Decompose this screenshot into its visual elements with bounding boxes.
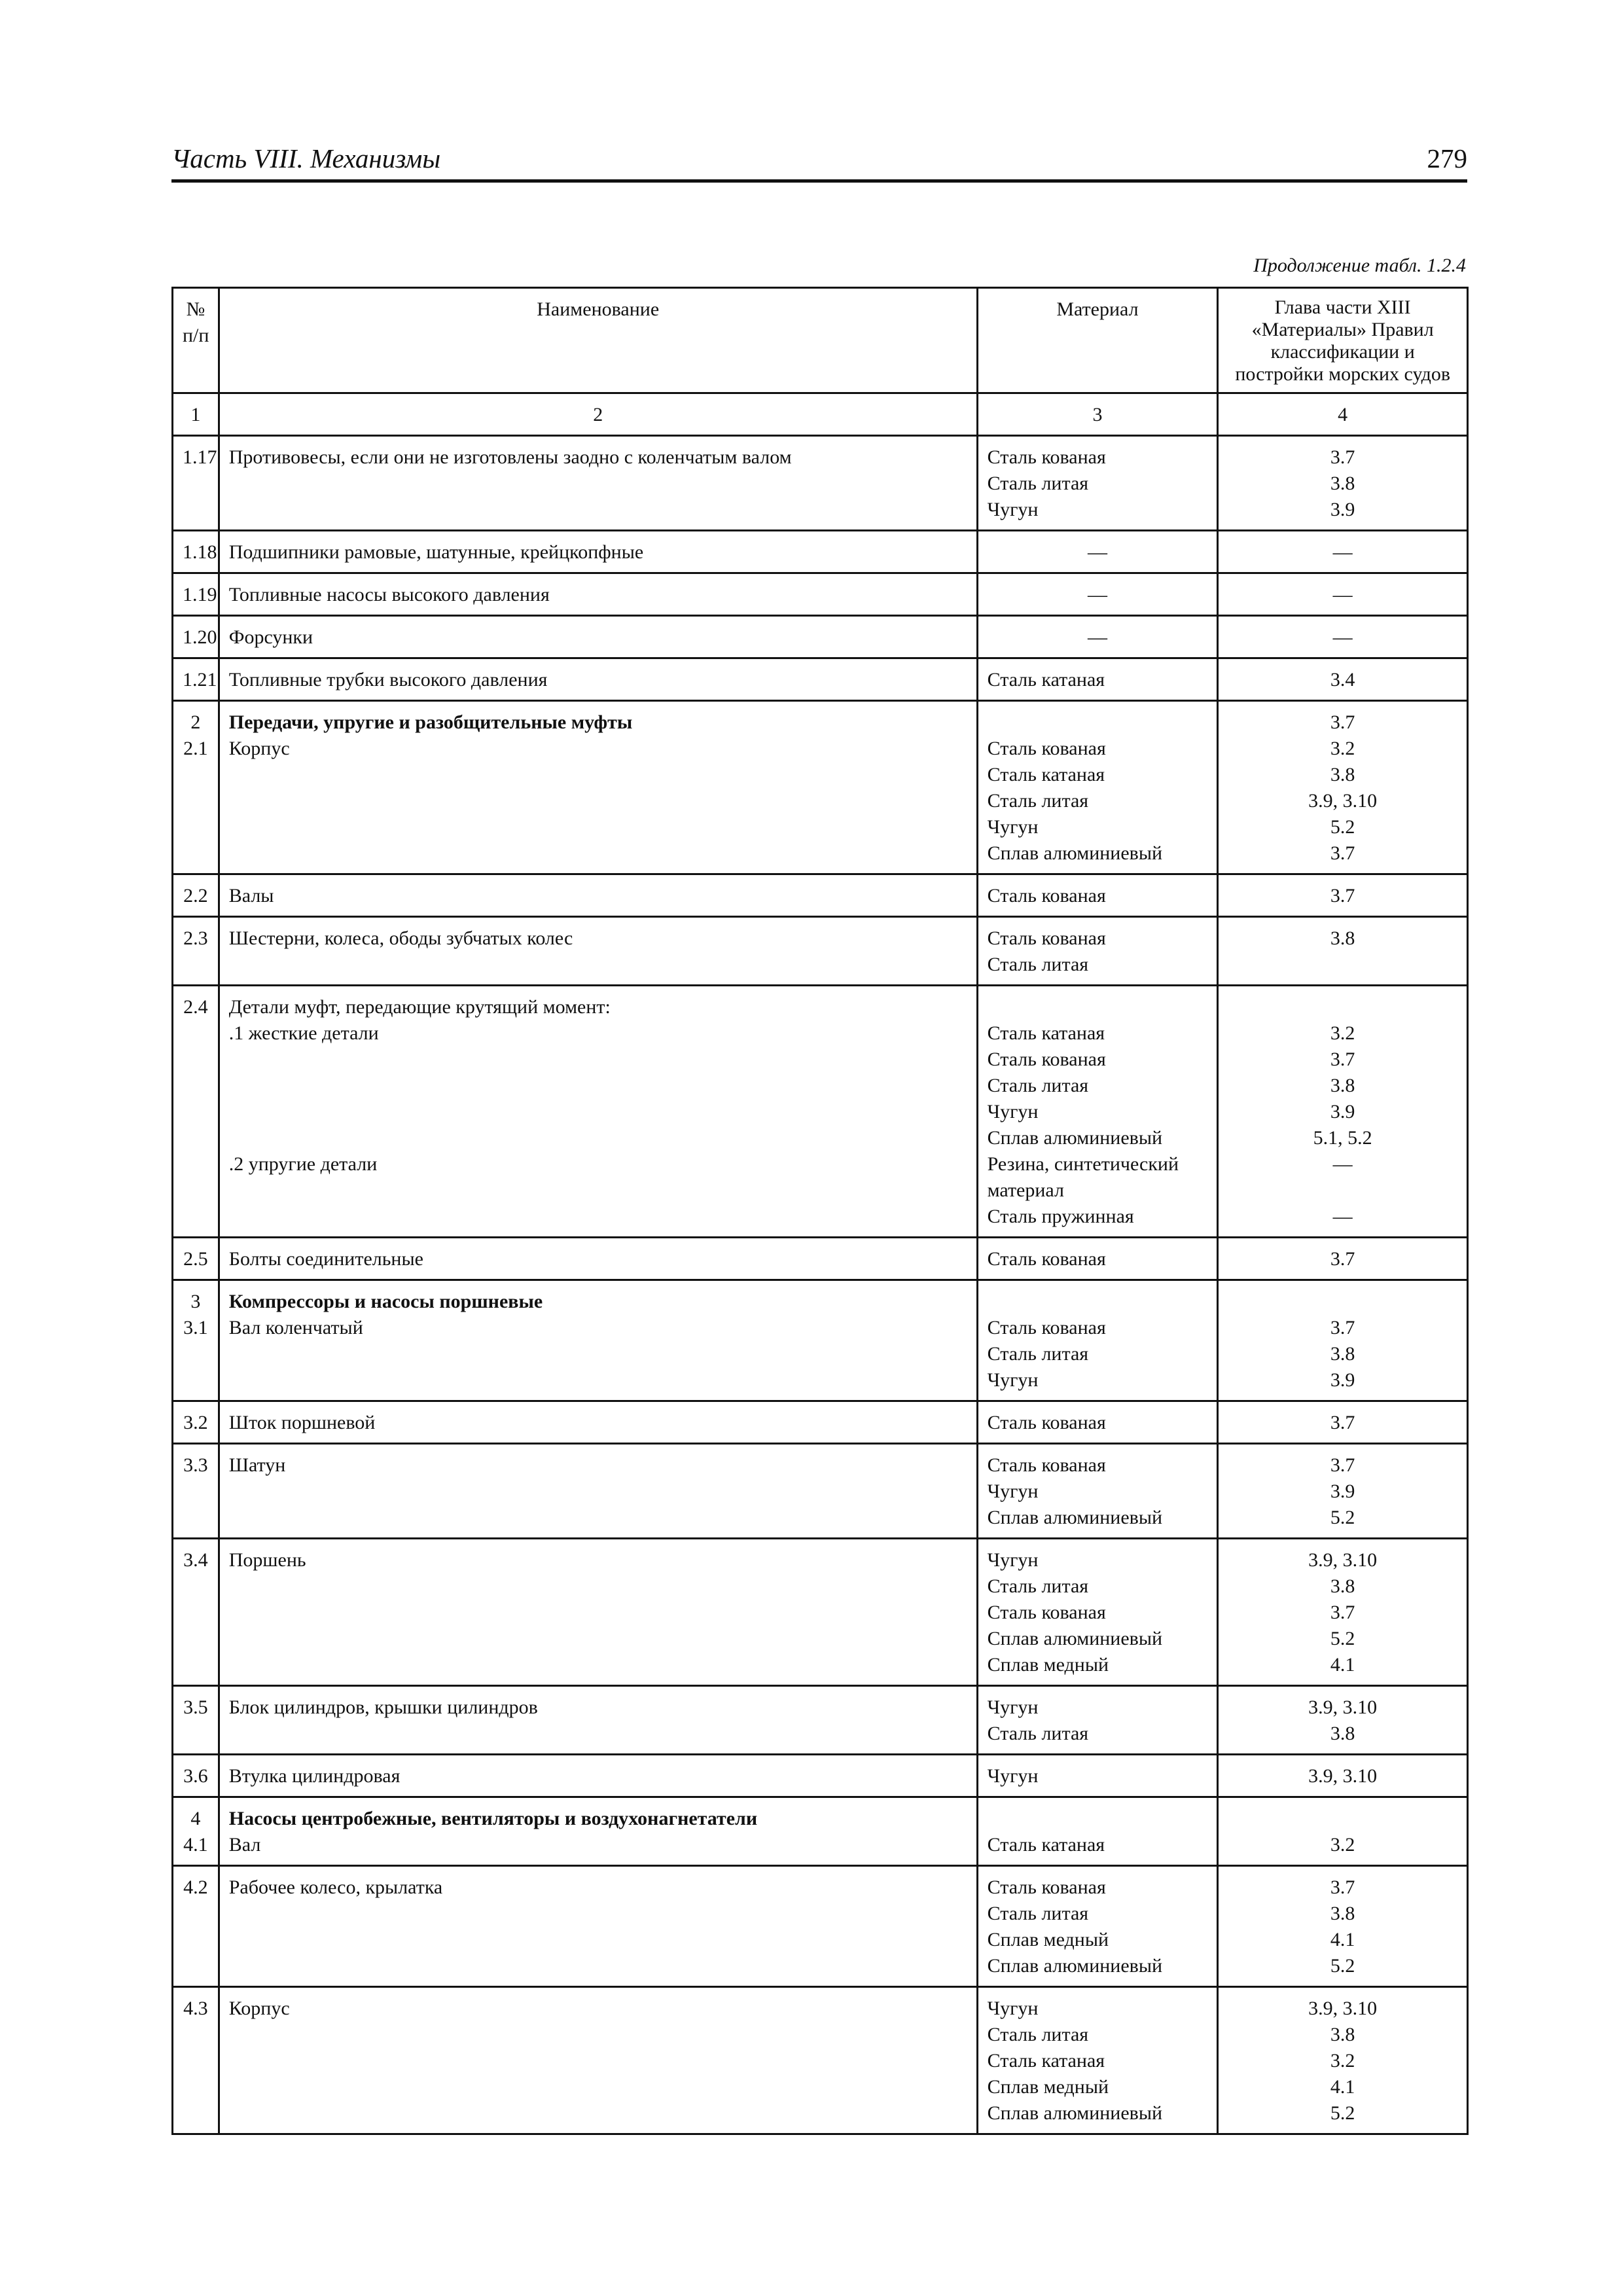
material-cell-line: Сталь кованая (987, 1454, 1106, 1476)
table-row (173, 1238, 1468, 1280)
component-name-line: Топливные насосы высокого давления (228, 584, 550, 605)
chapter-cell-line: 4.1 (1330, 1929, 1355, 1950)
chapter-cell (1218, 1797, 1468, 1866)
component-name-line: Шестерни, колеса, ободы зубчатых колес (228, 927, 573, 949)
material-cell (977, 1755, 1218, 1797)
chapter-cell-line: 3.9, 3.10 (1308, 790, 1378, 812)
table-row (173, 1401, 1468, 1444)
material-cell (977, 874, 1218, 917)
material-cell (977, 1539, 1218, 1686)
row-number-line: 3.1 (183, 1317, 208, 1338)
row-number (173, 436, 219, 531)
chapter-cell-line: 3.9, 3.10 (1308, 1765, 1378, 1787)
table-row (173, 573, 1468, 616)
material-cell (977, 1987, 1218, 2134)
material-cell-line (988, 994, 1208, 1020)
component-name (219, 1401, 977, 1444)
chapter-cell-line: 5.2 (1330, 2102, 1355, 2124)
table-header-row (173, 288, 1468, 393)
material-cell-line: Сталь литая (987, 2024, 1089, 2045)
chapter-cell-line: 3.7 (1330, 1412, 1355, 1433)
component-name-line: Шток поршневой (228, 1412, 376, 1433)
column-index: 4 (1218, 393, 1468, 436)
chapter-cell-line: 3.8 (1330, 927, 1355, 949)
component-name-line: Рабочее колесо, крылатка (228, 1876, 443, 1898)
component-name-line: Блок цилиндров, крышки цилиндров (228, 1696, 538, 1718)
row-number-line: 1.17 (183, 446, 217, 468)
column-index: 1 (173, 393, 219, 436)
material-cell-line: Чугун (987, 1765, 1039, 1787)
material-cell (977, 986, 1218, 1238)
row-number (173, 1539, 219, 1686)
chapter-cell-line: 5.2 (1330, 1955, 1355, 1977)
component-name-line: Форсунки (228, 626, 313, 648)
component-name (219, 1866, 977, 1987)
row-number (173, 1866, 219, 1987)
table-row (173, 531, 1468, 573)
row-number (173, 917, 219, 986)
table-row (173, 1797, 1468, 1866)
chapter-cell (1218, 573, 1468, 616)
chapter-cell-line: 3.4 (1330, 669, 1355, 691)
material-cell-line: Сплав медный (987, 2076, 1109, 2098)
material-cell-line: Сталь катаная (987, 764, 1105, 785)
component-name (219, 701, 977, 874)
row-number (173, 616, 219, 658)
component-name-line: Шатун (228, 1454, 286, 1476)
chapter-cell-line: — (1332, 626, 1353, 648)
row-number-line: 1.20 (183, 626, 217, 648)
row-number (173, 1797, 219, 1866)
material-cell-line: Сталь литая (987, 1903, 1089, 1924)
component-name-line (229, 1047, 967, 1073)
chapter-cell-line: 4.1 (1330, 1654, 1355, 1676)
row-number-line: 1.19 (183, 584, 217, 605)
header-material-label: Материал (1056, 298, 1139, 320)
chapter-cell-line: 3.7 (1330, 1454, 1355, 1476)
header-chapter-line: «Материалы» Правил (1251, 319, 1434, 340)
chapter-cell-line: 3.8 (1330, 1575, 1355, 1597)
chapter-cell-line (1228, 1289, 1457, 1315)
row-number-line: 2.5 (183, 1248, 208, 1270)
material-cell-line: Сплав алюминиевый (987, 842, 1163, 864)
table-row (173, 1444, 1468, 1539)
material-cell (977, 1280, 1218, 1401)
component-name (219, 874, 977, 917)
chapter-cell-line: 3.7 (1330, 1248, 1355, 1270)
chapter-cell (1218, 1686, 1468, 1755)
component-name (219, 1686, 977, 1755)
header-chapter-line: классификации и (1270, 341, 1415, 363)
component-name-line: Противовесы, если они не изготовлены заодно с коленчатым валом (228, 446, 792, 468)
component-name (219, 531, 977, 573)
chapter-cell-line: 3.2 (1330, 2050, 1355, 2072)
chapter-cell-line: 3.9, 3.10 (1308, 1549, 1378, 1571)
component-name-line: Вал (228, 1834, 261, 1856)
row-number (173, 701, 219, 874)
chapter-cell (1218, 1755, 1468, 1797)
table-row (173, 436, 1468, 531)
row-number-line: 1.21 (183, 669, 217, 691)
chapter-cell (1218, 616, 1468, 658)
chapter-cell-line: 3.8 (1330, 1075, 1355, 1096)
table-row (173, 1686, 1468, 1755)
material-cell-line: Сплав алюминиевый (987, 1127, 1163, 1149)
row-number (173, 1238, 219, 1280)
component-name-line (229, 1099, 967, 1125)
material-cell-line: Сплав алюминиевый (987, 1507, 1163, 1528)
chapter-cell (1218, 1238, 1468, 1280)
column-index-row (173, 393, 1468, 436)
material-cell-line: Сталь катаная (987, 2050, 1105, 2072)
material-cell-line: Сталь литая (987, 473, 1089, 494)
chapter-cell-line: 3.8 (1330, 2024, 1355, 2045)
row-number-line: 4 (190, 1808, 201, 1829)
page-number: 279 (1427, 143, 1467, 173)
material-cell-line: Сплав медный (987, 1929, 1109, 1950)
row-number (173, 1686, 219, 1755)
material-cell-line (988, 1289, 1208, 1315)
component-name (219, 1987, 977, 2134)
component-name-line: Поршень (228, 1549, 306, 1571)
chapter-cell-line: 3.7 (1330, 446, 1355, 468)
component-name (219, 1755, 977, 1797)
chapter-cell-line: 3.8 (1330, 473, 1355, 494)
row-number (173, 1444, 219, 1539)
row-number-line: 3.6 (183, 1765, 208, 1787)
material-cell-line: Сталь катаная (987, 1022, 1105, 1044)
material-cell (977, 917, 1218, 986)
component-name-line (229, 1125, 967, 1151)
row-number-line: 4.1 (183, 1834, 208, 1856)
header-chapter (1218, 288, 1468, 393)
material-cell-line: Сплав алюминиевый (987, 1628, 1163, 1649)
row-number-line: 4.2 (183, 1876, 208, 1898)
material-cell (977, 1866, 1218, 1987)
row-number (173, 1280, 219, 1401)
row-number-line: 3.3 (183, 1454, 208, 1476)
chapter-cell-line: — (1332, 1153, 1353, 1175)
header-name (219, 288, 977, 393)
component-name (219, 1238, 977, 1280)
component-name (219, 1280, 977, 1401)
component-name-line: Подшипники рамовые, шатунные, крейцкопфные (228, 541, 644, 563)
component-name-line: Болты соединительные (228, 1248, 423, 1270)
chapter-cell-line: 3.7 (1330, 711, 1355, 733)
table-row (173, 701, 1468, 874)
chapter-cell-line: 3.9 (1330, 1101, 1355, 1122)
material-cell-line: Чугун (987, 1369, 1039, 1391)
chapter-cell-line: 3.7 (1330, 1602, 1355, 1623)
chapter-cell-line: 3.9, 3.10 (1308, 1696, 1378, 1718)
chapter-cell-line: 3.2 (1330, 1022, 1355, 1044)
row-number-line: 3.2 (183, 1412, 208, 1433)
chapter-cell-line: 5.2 (1330, 816, 1355, 838)
component-name (219, 1797, 977, 1866)
row-number-line: 2.1 (183, 738, 208, 759)
component-name (219, 436, 977, 531)
material-cell-line: — (1087, 584, 1107, 605)
material-cell (977, 701, 1218, 874)
column-index: 3 (977, 393, 1218, 436)
component-name (219, 917, 977, 986)
chapter-cell-line: 4.1 (1330, 2076, 1355, 2098)
page-header (171, 141, 1467, 183)
material-cell-line: — (1087, 541, 1107, 563)
section-title: Часть VIII. Механизмы (171, 143, 441, 173)
material-cell-line: Сталь катаная (987, 669, 1105, 691)
material-cell (977, 531, 1218, 573)
table-row (173, 917, 1468, 986)
column-index: 2 (219, 393, 977, 436)
component-name (219, 1444, 977, 1539)
material-cell-line: Чугун (987, 1549, 1039, 1571)
table-row (173, 1539, 1468, 1686)
component-name-line: Валы (228, 885, 274, 906)
component-name (219, 616, 977, 658)
table-row (173, 616, 1468, 658)
material-cell (977, 658, 1218, 701)
material-cell-line: Сталь литая (987, 790, 1089, 812)
component-name-line: Втулка цилиндровая (228, 1765, 401, 1787)
material-cell-line: Чугун (987, 1101, 1039, 1122)
row-number (173, 1401, 219, 1444)
chapter-cell-line: 3.9 (1330, 1369, 1355, 1391)
header-number (173, 288, 219, 393)
material-cell-line: Сталь кованая (987, 1876, 1106, 1898)
row-number-line: 2 (190, 711, 201, 733)
material-cell-line: Сплав алюминиевый (987, 1955, 1163, 1977)
material-cell-line: Сталь кованая (987, 1317, 1106, 1338)
material-cell (977, 573, 1218, 616)
material-cell-line: Чугун (987, 1480, 1039, 1502)
material-cell-line: Сталь кованая (987, 1602, 1106, 1623)
chapter-cell-line (1228, 994, 1457, 1020)
row-number-line: 4.3 (183, 1998, 208, 2019)
material-cell-line: Сталь кованая (987, 446, 1106, 468)
component-name-line: Корпус (228, 1998, 290, 2019)
component-name-line (229, 1073, 967, 1099)
chapter-cell-line: 3.9 (1330, 1480, 1355, 1502)
chapter-cell-line: 3.7 (1330, 1317, 1355, 1338)
chapter-cell (1218, 1444, 1468, 1539)
row-number (173, 658, 219, 701)
row-number (173, 1987, 219, 2134)
row-number (173, 986, 219, 1238)
material-cell-line: Чугун (987, 1998, 1039, 2019)
material-cell (977, 1444, 1218, 1539)
material-cell-line: Сплав алюминиевый (987, 2102, 1163, 2124)
row-number-line: 3 (190, 1291, 201, 1312)
table-body (173, 436, 1468, 2134)
row-number-line: 2.4 (183, 996, 208, 1018)
chapter-cell-line (1228, 1806, 1457, 1832)
table-row (173, 658, 1468, 701)
table-row (173, 1755, 1468, 1797)
chapter-cell-line: 5.2 (1330, 1628, 1355, 1649)
chapter-cell-line: 3.9, 3.10 (1308, 1998, 1378, 2019)
material-cell-line (988, 1806, 1208, 1832)
material-cell (977, 1238, 1218, 1280)
material-cell (977, 1401, 1218, 1444)
component-name-line: Передачи, упругие и разобщительные муфты (228, 711, 633, 733)
material-cell-line: материал (987, 1179, 1064, 1201)
table-row (173, 986, 1468, 1238)
chapter-cell-line: 3.7 (1330, 1049, 1355, 1070)
chapter-cell (1218, 701, 1468, 874)
material-cell-line: Сталь кованая (987, 927, 1106, 949)
chapter-cell-line: 5.1, 5.2 (1313, 1127, 1372, 1149)
material-cell-line: Сталь литая (987, 1075, 1089, 1096)
table-row (173, 1866, 1468, 1987)
chapter-cell (1218, 1401, 1468, 1444)
chapter-cell-line: 3.7 (1330, 842, 1355, 864)
chapter-cell (1218, 1987, 1468, 2134)
table-row (173, 1280, 1468, 1401)
chapter-cell-line: — (1332, 1206, 1353, 1227)
component-name (219, 1539, 977, 1686)
material-cell-line: Сплав медный (987, 1654, 1109, 1676)
header-name-label: Наименование (537, 298, 660, 320)
material-cell-line: Сталь литая (987, 1343, 1089, 1365)
chapter-cell-line: 3.8 (1330, 764, 1355, 785)
chapter-cell (1218, 917, 1468, 986)
row-number-line: 3.5 (183, 1696, 208, 1718)
material-cell-line: Сталь кованая (987, 1248, 1106, 1270)
row-number (173, 1755, 219, 1797)
material-cell (977, 436, 1218, 531)
material-cell-line: Сталь литая (987, 1723, 1089, 1744)
row-number-line: 3.4 (183, 1549, 208, 1571)
chapter-cell (1218, 1866, 1468, 1987)
component-name (219, 573, 977, 616)
chapter-cell-line: 3.8 (1330, 1723, 1355, 1744)
component-name-line: Детали муфт, передающие крутящий момент: (228, 996, 611, 1018)
material-cell-line: Сталь литая (987, 954, 1089, 975)
material-cell-line: Сталь катаная (987, 1834, 1105, 1856)
component-name (219, 986, 977, 1238)
chapter-cell (1218, 531, 1468, 573)
material-cell-line: — (1087, 626, 1107, 648)
row-number (173, 531, 219, 573)
header-chapter-line: постройки морских судов (1235, 363, 1450, 385)
chapter-cell-line: 3.8 (1330, 1903, 1355, 1924)
component-name-line: Насосы центробежные, вентиляторы и воздухонагнетатели (228, 1808, 758, 1829)
material-cell (977, 1686, 1218, 1755)
chapter-cell (1218, 986, 1468, 1238)
chapter-cell (1218, 658, 1468, 701)
material-cell-line: Чугун (987, 816, 1039, 838)
material-cell-line: Резина, синтетический (987, 1153, 1179, 1175)
chapter-cell-line: 3.2 (1330, 1834, 1355, 1856)
row-number-line: 1.18 (183, 541, 217, 563)
chapter-cell-line: 3.8 (1330, 1343, 1355, 1365)
chapter-cell-line: 3.2 (1330, 738, 1355, 759)
material-cell (977, 1797, 1218, 1866)
chapter-cell-line: 3.9 (1330, 499, 1355, 520)
row-number-line: 2.2 (183, 885, 208, 906)
component-name-line: Топливные трубки высокого давления (228, 669, 548, 691)
component-name-line: Вал коленчатый (228, 1317, 363, 1338)
chapter-cell (1218, 1280, 1468, 1401)
material-cell-line: Сталь кованая (987, 885, 1106, 906)
chapter-cell-line (1228, 1177, 1457, 1204)
chapter-cell-line: 5.2 (1330, 1507, 1355, 1528)
material-cell-line: Сталь пружинная (987, 1206, 1134, 1227)
header-chapter-line: Глава части XIII (1274, 296, 1411, 318)
header-number-line: № (186, 298, 205, 320)
component-name (219, 658, 977, 701)
table-row (173, 874, 1468, 917)
material-cell-line: Сталь кованая (987, 1412, 1106, 1433)
row-number (173, 874, 219, 917)
chapter-cell-line: — (1332, 541, 1353, 563)
component-name-line: .2 упругие детали (228, 1153, 378, 1175)
component-name-line: Корпус (228, 738, 290, 759)
materials-table (171, 287, 1469, 2135)
component-name-line: .1 жесткие детали (228, 1022, 379, 1044)
chapter-cell (1218, 1539, 1468, 1686)
chapter-cell-line: — (1332, 584, 1353, 605)
material-cell-line: Чугун (987, 499, 1039, 520)
material-cell-line: Чугун (987, 1696, 1039, 1718)
chapter-cell (1218, 436, 1468, 531)
chapter-cell-line: 3.7 (1330, 885, 1355, 906)
chapter-cell (1218, 874, 1468, 917)
material-cell-line: Сталь кованая (987, 1049, 1106, 1070)
table-continuation-caption: Продолжение табл. 1.2.4 (1253, 255, 1466, 276)
component-name-line: Компрессоры и насосы поршневые (228, 1291, 543, 1312)
row-number-line: 2.3 (183, 927, 208, 949)
header-material (977, 288, 1218, 393)
row-number (173, 573, 219, 616)
material-cell-line: Сталь литая (987, 1575, 1089, 1597)
table-row (173, 1987, 1468, 2134)
material-cell-line: Сталь кованая (987, 738, 1106, 759)
material-cell (977, 616, 1218, 658)
chapter-cell-line: 3.7 (1330, 1876, 1355, 1898)
header-number-line: п/п (183, 325, 209, 346)
material-cell-line (988, 709, 1208, 736)
